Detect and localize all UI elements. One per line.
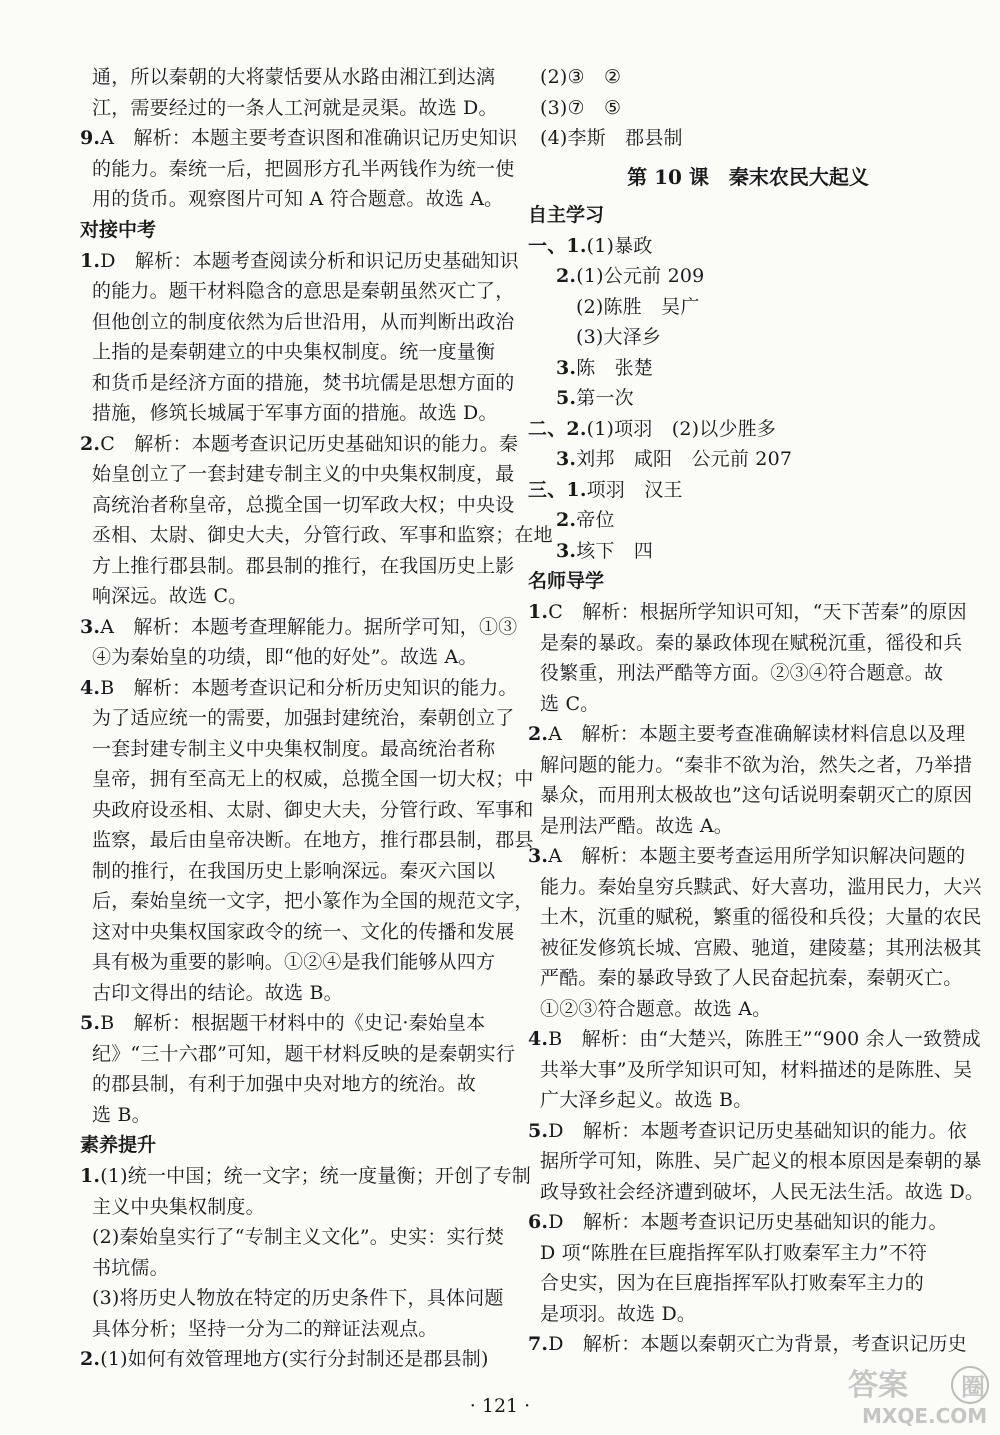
- answer-text: 垓下 四: [576, 539, 654, 562]
- answer-text: 项羽 汉王: [586, 478, 683, 501]
- text-line: 严酷。秦的暴政导致了人民奋起抗秦，秦朝灭亡。: [540, 967, 963, 989]
- answer-item: [528, 1024, 981, 1055]
- answer-item: [80, 246, 519, 277]
- lesson-title: 第 10 课 秦末农民大起义: [627, 164, 869, 189]
- text-line: (3)将历史人物放在特定的历史条件下，具体问题: [92, 1287, 504, 1309]
- text-line: 监察，最后由皇帝决断。在地方，推行郡县制，郡县: [92, 829, 534, 851]
- question-number: 2.: [556, 509, 577, 531]
- text-line: 政导致社会经济遭到破坏，人民无法生活。故选 D。: [540, 1180, 985, 1203]
- text-line: 高统治者称皇帝，总揽全国一切军政大权；中央设: [92, 493, 515, 516]
- text-line: 央政府设丞相、太尉、御史大夫，分管行政、军事和: [92, 798, 534, 821]
- watermark-logo: [842, 1359, 992, 1429]
- question-number: 三、1.: [528, 478, 587, 501]
- answer-text: A 解析：本题考查理解能力。据所学可知，①③: [100, 615, 518, 638]
- text-line: 是刑法严酷。故选 A。: [540, 814, 733, 837]
- text-line: 丞相、太尉、御史大夫，分管行政、军事和监察；在地: [92, 524, 553, 546]
- text-line: 具体分析；坚持一分为二的辩证法观点。: [92, 1317, 438, 1340]
- text-line: 是项羽。故选 D。: [540, 1302, 697, 1325]
- text-line: 制的推行，在我国历史上影响深远。秦灭六国以: [92, 859, 496, 882]
- answer-item: [528, 444, 968, 475]
- text-line: 上指的是秦朝建立的中央集权制度。统一度量衡: [92, 341, 496, 363]
- text-line: (4)李斯 郡县制: [540, 127, 683, 149]
- answer-item: [80, 1161, 531, 1192]
- text-line: 皇帝，拥有至高无上的权威，总揽全国一切大权；中: [92, 768, 534, 790]
- section-heading: 对接中考: [80, 218, 157, 241]
- answer-item: [528, 597, 968, 628]
- text-line: 主义中央集权制度。: [92, 1195, 265, 1218]
- answer-text: D 解析：本题以秦朝灭亡为背景，考查识记历史: [548, 1333, 967, 1355]
- text-line: 纪》“三十六郡”可知，题干材料反映的是秦朝实行: [92, 1042, 516, 1065]
- text-line: 通，所以秦朝的大将蒙恬要从水路由湘江到达漓: [92, 66, 496, 88]
- text-line: 书坑儒。: [92, 1256, 169, 1279]
- text-line: 合史实，因为在巨鹿指挥军队打败秦军主力的: [540, 1272, 925, 1294]
- answer-text: (1)如何有效管理地方(实行分封制还是郡县制): [100, 1348, 489, 1370]
- text-line: 措施，修筑长城属于军事方面的措施。故选 D。: [92, 402, 498, 424]
- answer-text: D 解析：本题考查阅读分析和识记历史基础知识: [100, 249, 519, 272]
- answer-item: [528, 719, 968, 750]
- answer-text: D 解析：本题考查识记历史基础知识的能力。依: [548, 1119, 967, 1142]
- question-number: 4.: [528, 1028, 549, 1050]
- answer-text: 刘邦 咸阳 公元前 207: [576, 448, 793, 470]
- answer-item: [528, 1207, 968, 1238]
- text-line: ④为秦始皇的功绩，即“他的好处”。故选 A。: [92, 646, 478, 668]
- page-number: · 121 ·: [469, 1395, 531, 1417]
- text-line: 选 C。: [540, 692, 600, 715]
- text-line: (2)陈胜 吴广: [576, 295, 700, 318]
- text-line: 的能力。秦统一后，把圆形方孔半两钱作为统一使: [92, 157, 515, 180]
- answer-item: [528, 1329, 968, 1360]
- answer-item: [80, 673, 518, 704]
- answer-text: A 解析：本题主要考查识图和准确识记历史知识: [100, 127, 518, 149]
- answer-text: D 解析：本题考查识记历史基础知识的能力。: [548, 1211, 948, 1233]
- section-heading: 素养提升: [80, 1134, 157, 1156]
- answer-text: A 解析：本题主要考查运用所学知识解决问题的: [548, 845, 966, 867]
- text-line: 和货币是经济方面的措施，焚书坑儒是思想方面的: [92, 371, 515, 394]
- text-line: 响深远。故选 C。: [92, 585, 248, 607]
- question-number: 6.: [528, 1211, 549, 1233]
- answer-text: 第一次: [576, 387, 634, 409]
- svg-text:圈: 圈: [961, 1373, 985, 1401]
- right-column: [528, 62, 985, 1360]
- text-line: 方上推行郡县制。郡县制的推行，在我国历史上影: [92, 554, 515, 577]
- answer-item: [528, 505, 968, 536]
- text-line: 的郡县制，有利于加强中央对地方的统治。故: [92, 1073, 477, 1095]
- question-number: 2.: [556, 265, 577, 287]
- text-line: D 项“陈胜在巨鹿指挥军队打败秦军主力”不符: [540, 1241, 928, 1264]
- text-line: 但他创立的制度依然为后世沿用，从而判断出政治: [92, 310, 515, 333]
- text-line: 用的货币。观察图片可知 A 符合题意。故选 A。: [92, 188, 504, 210]
- text-line: (2)秦始皇实行了“专制主义文化”。史实：实行焚: [92, 1226, 505, 1248]
- text-line: 江，需要经过的一条人工河就是灵渠。故选 D。: [92, 96, 498, 119]
- answer-item: [528, 841, 968, 872]
- question-number: 一、1.: [528, 234, 587, 257]
- answer-text: A 解析：本题主要考查准确解读材料信息以及理: [548, 723, 966, 745]
- text-line: 选 B。: [92, 1103, 151, 1126]
- text-line: 后，秦始皇统一文字，把小篆作为全国的规范文字，: [92, 890, 534, 912]
- answer-item: [528, 383, 968, 414]
- text-line: 为了适应统一的需要，加强封建统治，秦朝创立了: [92, 707, 515, 729]
- question-number: 5.: [556, 387, 577, 409]
- answer-text: (1)暴政: [586, 234, 653, 257]
- text-line: 能力。秦始皇穷兵黩武、好大喜功，滥用民力，大兴: [540, 875, 982, 898]
- text-line: 是秦的暴政。秦的暴政体现在赋税沉重，徭役和兵: [540, 631, 963, 654]
- answer-text: B 解析：由“大楚兴，陈胜王”“900 余人一致赞成: [548, 1028, 981, 1050]
- answer-item: [528, 536, 968, 567]
- question-number: 3.: [556, 356, 577, 379]
- text-line: 土木，沉重的赋税，繁重的徭役和兵役；大量的农民: [540, 906, 982, 928]
- answer-text: C 解析：本题考查识记历史基础知识的能力。秦: [100, 432, 519, 455]
- answer-text: 帝位: [576, 509, 615, 531]
- question-number: 1.: [528, 601, 549, 623]
- text-line: 古印文得出的结论。故选 B。: [92, 981, 343, 1004]
- text-line: 役繁重，刑法严酷等方面。②③④符合题意。故: [540, 662, 944, 684]
- svg-text:答案: 答案: [848, 1368, 908, 1403]
- answer-item: [80, 1344, 510, 1375]
- question-number: 3.: [528, 845, 549, 867]
- text-line: (2)③ ②: [540, 66, 622, 88]
- question-number: 9.: [80, 127, 101, 149]
- question-number: 7.: [528, 1333, 549, 1355]
- text-line: 一套封建专制主义中央集权制度。最高统治者称: [92, 737, 496, 760]
- text-line: 这对中央集权国家政令的统一、文化的传播和发展: [92, 920, 515, 943]
- answer-item: [528, 475, 968, 506]
- text-line: 被征发修筑长城、宫殿、驰道，建陵墓；其刑法极其: [540, 936, 982, 959]
- text-line: 的能力。题干材料隐含的意思是秦朝虽然灭亡了，: [92, 280, 515, 302]
- text-line: 始皇创立了一套封建专制主义的中央集权制度，最: [92, 463, 515, 485]
- question-number: 1.: [80, 249, 101, 272]
- question-number: 1.: [80, 1165, 101, 1187]
- answer-item: [528, 353, 968, 384]
- text-line: 解问题的能力。“秦非不欲为治，然失之者，乃举措: [540, 753, 973, 776]
- answer-text: 陈 张楚: [576, 356, 654, 379]
- answer-item: [80, 429, 519, 460]
- text-line: 具有极为重要的影响。①②④是我们能够从四方: [92, 951, 496, 973]
- answer-item: [528, 261, 968, 292]
- question-number: 4.: [80, 676, 101, 699]
- answer-item: [80, 612, 518, 643]
- text-line: ①②③符合题意。故选 A。: [540, 997, 772, 1020]
- answer-item: [528, 231, 968, 262]
- answer-text: (1)公元前 209: [576, 265, 705, 287]
- answer-text: (1)项羽 (2)以少胜多: [586, 417, 777, 440]
- text-line: 据所学可知，陈胜、吴广起义的根本原因是秦朝的暴: [540, 1150, 982, 1172]
- answer-item: [528, 1116, 968, 1147]
- question-number: 3.: [80, 615, 101, 638]
- question-number: 5.: [528, 1119, 549, 1142]
- question-number: 3.: [556, 539, 577, 562]
- answer-text: B 解析：本题考查识记和分析历史知识的能力。: [100, 676, 518, 699]
- svg-text:MXQE.COM: MXQE.COM: [862, 1404, 988, 1428]
- question-number: 2.: [80, 1348, 101, 1370]
- question-number: 2.: [80, 432, 101, 455]
- answer-item: [528, 414, 968, 445]
- text-line: 暴众，而用刑太极故也”这句话说明秦朝灭亡的原因: [540, 784, 973, 806]
- answer-item: [80, 1008, 510, 1039]
- question-number: 3.: [556, 448, 577, 470]
- text-line: (3)大泽乡: [576, 326, 662, 348]
- text-line: (3)⑦ ⑤: [540, 96, 622, 119]
- section-heading: 自主学习: [528, 203, 605, 226]
- question-number: 5.: [80, 1012, 101, 1034]
- answer-item: [80, 123, 518, 154]
- left-column: [80, 62, 553, 1375]
- answer-text: (1)统一中国；统一文字；统一度量衡；开创了专制: [100, 1165, 531, 1187]
- question-number: 2.: [528, 723, 549, 745]
- answer-text: B 解析：根据题干材料中的《史记·秦始皇本: [100, 1012, 486, 1034]
- text-line: 广大泽乡起义。故选 B。: [540, 1089, 753, 1111]
- answer-text: C 解析：根据所学知识可知，“天下苦秦”的原因: [548, 601, 967, 623]
- text-line: 共举大事”及所学知识可知，材料描述的是陈胜、吴: [540, 1058, 973, 1081]
- section-heading: 名师导学: [528, 570, 605, 592]
- question-number: 二、2.: [528, 417, 587, 440]
